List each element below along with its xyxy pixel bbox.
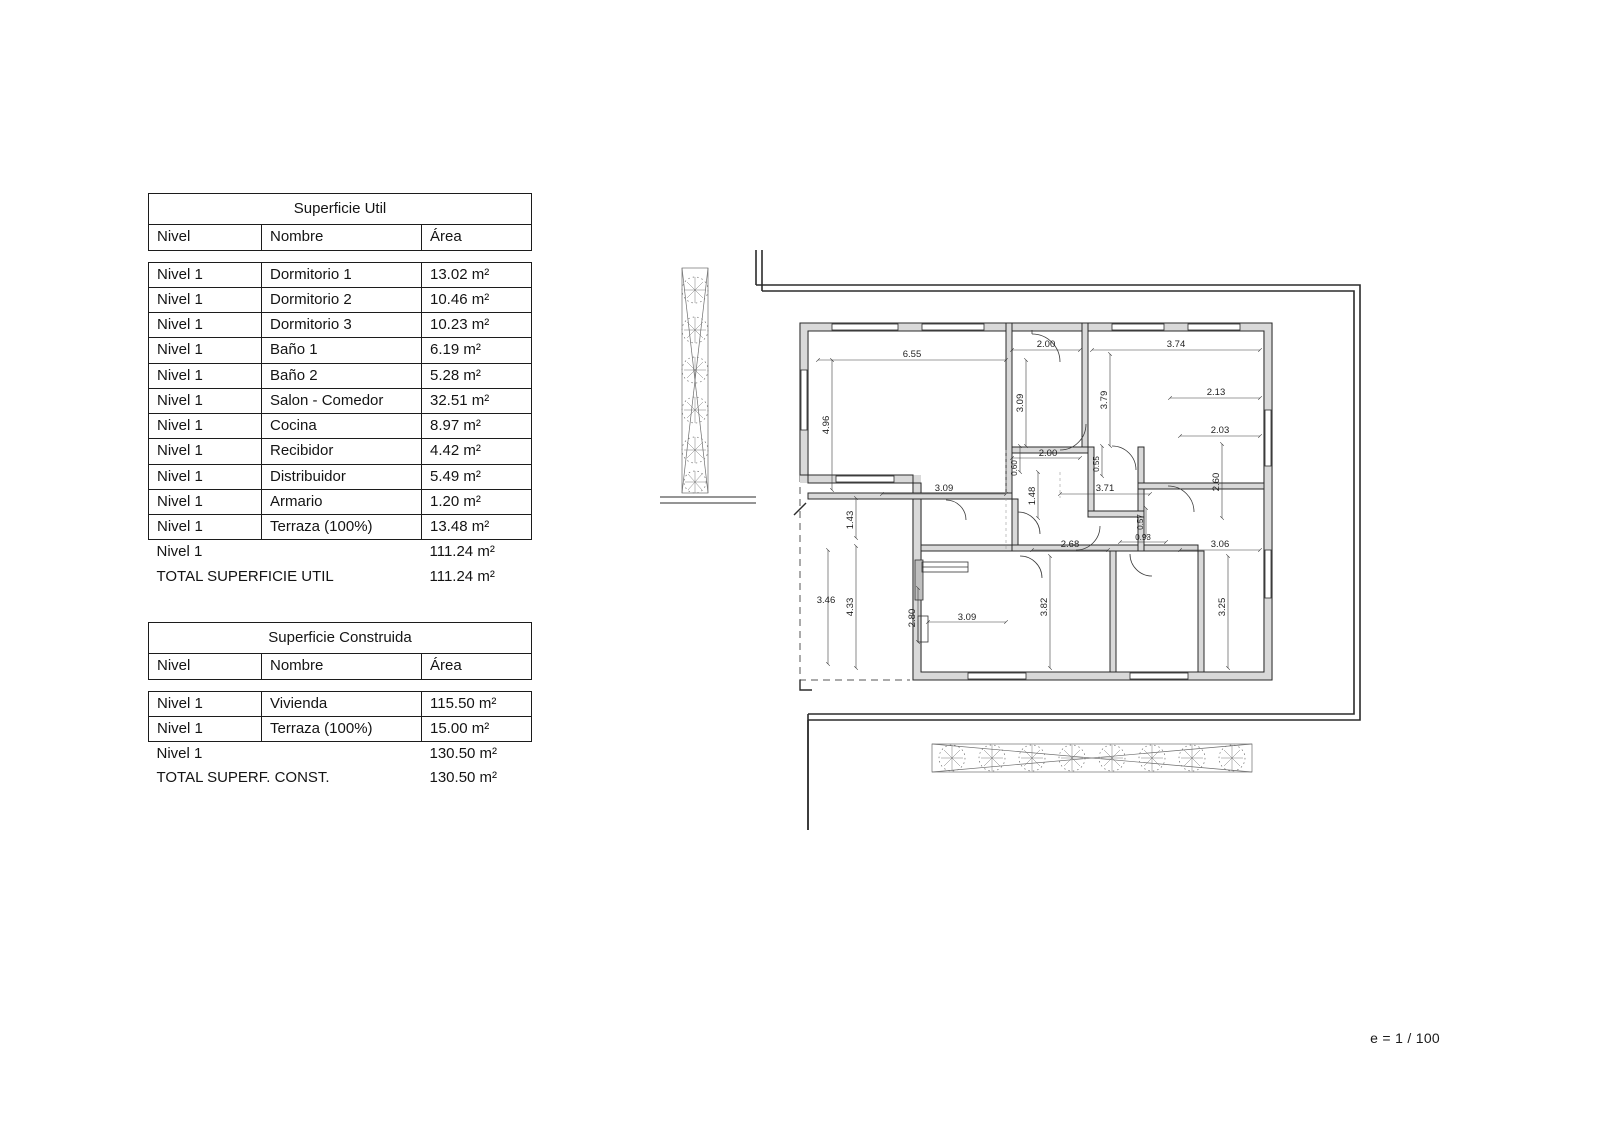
table-spacer [149,679,532,691]
dimension-label: 1.48 [1027,486,1038,506]
table-header-row [149,225,532,250]
cell-nombre: Salon - Comedor [262,388,422,413]
dimension-label: 3.71 [1095,483,1115,494]
table-row [149,287,532,312]
total-label: TOTAL SUPERF. CONST. [156,769,330,787]
dimension-label: 2.00 [1036,339,1056,350]
dimension-label: 6.55 [902,349,922,360]
table-superficie-util [148,193,532,589]
table-title: Superficie Util [149,194,532,225]
table-row [149,363,532,388]
table-row [149,439,532,464]
table-subtotal-row [149,742,532,767]
dimension-label: 3.79 [1099,390,1110,410]
cell-nombre: Recibidor [262,439,422,464]
table-subtotal-row [149,540,532,565]
table-row [149,262,532,287]
cell-nombre: Distribuidor [262,464,422,489]
cell-nivel: Nivel 1 [149,338,262,363]
scale-note: e = 1 / 100 [1370,1030,1440,1046]
cell-nivel: Nivel 1 [149,388,262,413]
table-total-row [149,766,532,790]
table-row [149,338,532,363]
cell-area: 10.46 m² [422,287,532,312]
subtotal-spacer [262,540,422,565]
table-title-row [149,623,532,654]
terrace-corner [794,475,812,690]
table-row [149,691,532,716]
dimension-label: 3.25 [1217,597,1228,617]
table-row [149,313,532,338]
total-area: 130.50 m² [429,769,498,787]
cell-nivel: Nivel 1 [149,414,262,439]
superficie-construida-table [148,622,532,791]
dimension-label: 3.06 [1210,539,1230,550]
cell-area: 1.20 m² [422,489,532,514]
cell-area: 32.51 m² [422,388,532,413]
dimension-label: 2.80 [907,608,918,628]
cell-nivel: Nivel 1 [149,515,262,540]
dimension-label: 3.46 [816,595,836,606]
table-row [149,388,532,413]
table-superficie-construida [148,622,532,791]
cell-nivel: Nivel 1 [149,313,262,338]
cell-area: 15.00 m² [422,716,532,741]
table-row [149,489,532,514]
cell-nombre: Dormitorio 1 [262,262,422,287]
total-label: TOTAL SUPERFICIE UTIL [156,567,334,585]
cell-nivel: Nivel 1 [149,464,262,489]
total-area: 111.24 m² [429,567,495,585]
cell-area: 5.28 m² [422,363,532,388]
cell-area: 115.50 m² [422,691,532,716]
table-row [149,464,532,489]
table-row [149,716,532,741]
cell-nombre: Baño 2 [262,363,422,388]
dimension-label: 0.55 [1092,456,1101,472]
subtotal-nivel: Nivel 1 [156,543,203,561]
dimension-label: 0.93 [1135,533,1151,542]
cell-nivel: Nivel 1 [149,489,262,514]
cell-area: 13.48 m² [422,515,532,540]
table-row [149,414,532,439]
cell-area: 13.02 m² [422,262,532,287]
column-header-area: Área [422,654,532,679]
cell-nivel: Nivel 1 [149,363,262,388]
column-header-nombre: Nombre [262,654,422,679]
table-header-row [149,654,532,679]
table-title-row [149,194,532,225]
column-header-area: Área [422,225,532,250]
dimension-label: 4.33 [845,597,856,617]
dimension-label: 2.60 [1211,472,1222,492]
cell-area: 5.49 m² [422,464,532,489]
dimension-label: 0.60 [1010,460,1019,476]
dimension-label: 4.96 [821,415,832,435]
vegetation-hedge-west [682,268,708,493]
cell-area: 8.97 m² [422,414,532,439]
cell-area: 10.23 m² [422,313,532,338]
dimension-label: 2.03 [1210,425,1230,436]
cell-nombre: Dormitorio 3 [262,313,422,338]
column-header-nivel: Nivel [149,225,262,250]
dimension-label: 2.68 [1060,539,1080,550]
cell-nivel: Nivel 1 [149,287,262,312]
superficie-util-table [148,193,532,589]
dimension-label: 2.13 [1206,387,1226,398]
cell-nombre: Terraza (100%) [262,515,422,540]
dimension-label: 1.43 [845,510,856,530]
column-header-nivel: Nivel [149,654,262,679]
table-total-row [149,565,532,589]
cell-area: 4.42 m² [422,439,532,464]
dimension-label: 3.74 [1166,339,1186,350]
cell-nivel: Nivel 1 [149,691,262,716]
subtotal-spacer [262,742,422,767]
cell-nombre: Cocina [262,414,422,439]
dimension-label: 3.09 [1015,393,1026,413]
cell-area: 6.19 m² [422,338,532,363]
dimension-label: 0.57 [1136,514,1145,530]
vegetation-hedge-south [932,744,1252,772]
table-row [149,515,532,540]
cell-nivel: Nivel 1 [149,262,262,287]
floor-plan-drawing [660,250,1440,830]
subtotal-area: 130.50 m² [429,745,498,762]
terrace-outline [800,475,910,680]
cell-nombre: Vivienda [262,691,422,716]
cell-nivel: Nivel 1 [149,716,262,741]
cell-nivel: Nivel 1 [149,439,262,464]
dimension-label: 3.82 [1039,597,1050,617]
cell-nombre: Terraza (100%) [262,716,422,741]
dimension-label: 3.09 [934,483,954,494]
cell-nombre: Armario [262,489,422,514]
table-title: Superficie Construida [149,623,532,654]
floor-plan-svg [660,250,1440,830]
column-header-nombre: Nombre [262,225,422,250]
cell-nombre: Baño 1 [262,338,422,363]
dimension-label: 3.09 [957,612,977,623]
subtotal-nivel: Nivel 1 [156,745,203,762]
subtotal-area: 111.24 m² [429,543,495,561]
cell-nombre: Dormitorio 2 [262,287,422,312]
dimension-label: 2.00 [1038,448,1058,459]
table-spacer [149,250,532,262]
